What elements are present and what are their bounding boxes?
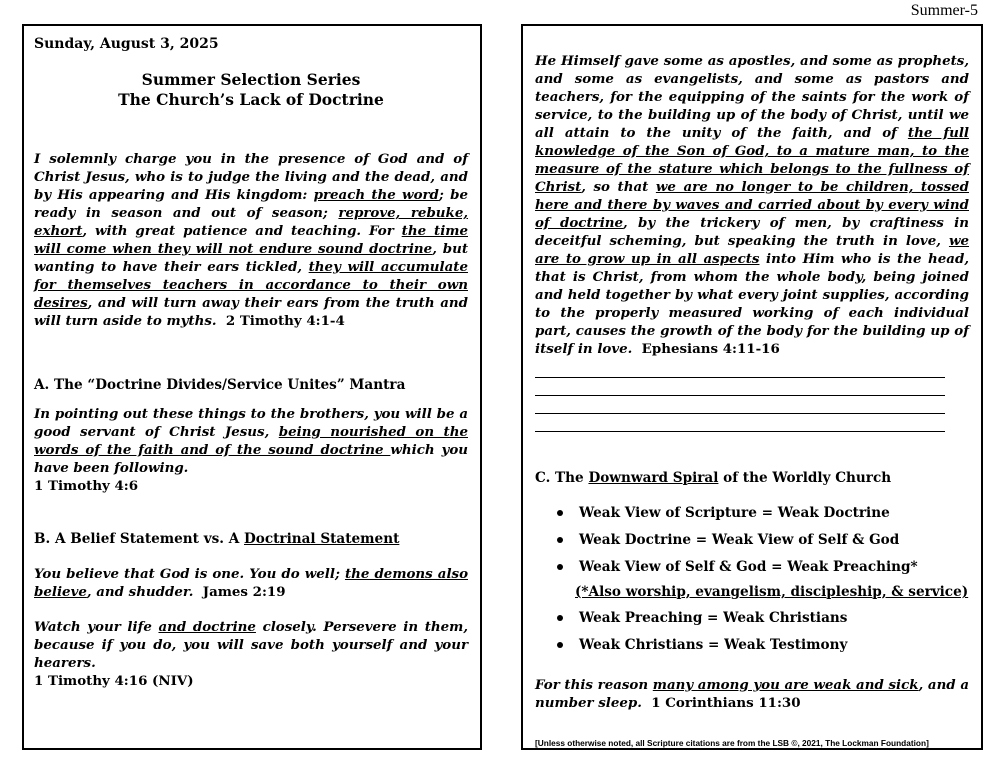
list-item: Weak View of Self & God = Weak Preaching* [535,558,969,576]
note-line [535,396,945,414]
series-title: Summer Selection Series [141,70,361,89]
verse-reference: James 2:19 [202,584,286,600]
list-item: Weak View of Scripture = Weak Doctrine [535,504,969,522]
bullet-icon [557,537,563,543]
section-a-heading: A. The “Doctrine Divides/Service Unites” Mantra [34,377,406,393]
verse-ephesians-4: He Himself gave some as apostles, and some as prophets, and some as evangelists, and some as pastors and teachers, for the equipping of the saints for the work of service, to the building up of the body of Christ, until we all attain to the unity of the faith, and of the full knowledge of the Son of God, to a mature man, to the measure of the stature which belongs to the fullness of Christ, so that we are no longer to be children, tossed here and there by waves and carried about by every wind of doctrine, by the trickery of men, by craftiness in deceitful scheming, but speaking the truth in love, we are to grow up in all aspects into Him who is the head, that is Christ, from whom the whole body, being joined and held together by what every joint supplies, according to the properly measured working of each individual part, causes the growth of the body for the building up of itself in love. Ephesians 4:11-16 [535,53,969,357]
section-c-heading: C. The Downward Spiral of the Worldly Church [535,470,892,486]
title-block [34,70,468,110]
list-item: Weak Preaching = Weak Christians [535,609,969,627]
verse-reference: 1 Corinthians 11:30 [651,695,801,711]
note-lines [535,360,969,432]
verse-james-2-19: You believe that God is one. You do well; the demons also believe, and shudder. James 2:19 [34,566,468,600]
section-b-heading: B. A Belief Statement vs. A Doctrinal Statement [34,531,400,547]
verse-reference: Ephesians 4:11-16 [641,341,780,357]
bullet-icon [557,564,563,570]
left-panel [22,24,482,750]
bullet-icon [557,510,563,516]
page-label: Summer-5 [910,2,978,19]
list-item: Weak Christians = Weak Testimony [535,636,969,654]
scripture-footnote: [Unless otherwise noted, all Scripture citations are from the LSB ©, 2021, The Lockman Foundation] [535,738,929,748]
note-line [535,360,945,378]
bullet-note: (*Also worship, evangelism, discipleship, & service) [575,584,969,600]
list-item: Weak Doctrine = Weak View of Self & God [535,531,969,549]
right-panel [521,24,983,750]
verse-reference: 1 Timothy 4:16 (NIV) [34,673,194,689]
verse-1-timothy-4-16: Watch your life and doctrine closely. Persevere in them, because if you do, you will save both yourself and your hearers. [34,619,469,671]
sermon-date: Sunday, August 3, 2025 [34,36,219,52]
note-line [535,414,945,432]
bullet-icon [557,615,563,621]
verse-1-timothy-4-6: In pointing out these things to the brothers, you will be a good servant of Christ Jesus, being nourished on the words of the faith and of the sound doctrine which you have been following. [34,406,469,476]
verse-reference: 1 Timothy 4:6 [34,478,139,494]
verse-1-corinthians-11-30: For this reason many among you are weak and sick, and a number sleep. 1 Corinthians 11:30 [535,677,970,711]
note-line [535,378,945,396]
verse-reference: 2 Timothy 4:1-4 [225,313,345,329]
verse-2-timothy: I solemnly charge you in the presence of God and of Christ Jesus, who is to judge the living and the dead, and by His appearing and His kingdom: preach the word; be ready in season and out of season; reprove, rebuke, exhort, with great patience and teaching. For the time will come when they will not endure sound doctrine, but wanting to have their ears tickled, they will accumulate for themselves teachers in accordance to their own desires, and will turn away their ears from the truth and will turn aside to myths. 2 Timothy 4:1-4 [34,151,469,329]
sermon-title: The Church’s Lack of Doctrine [118,90,384,109]
downward-spiral-list [535,504,969,576]
bullet-icon [557,642,563,648]
downward-spiral-list-continued [535,609,969,654]
